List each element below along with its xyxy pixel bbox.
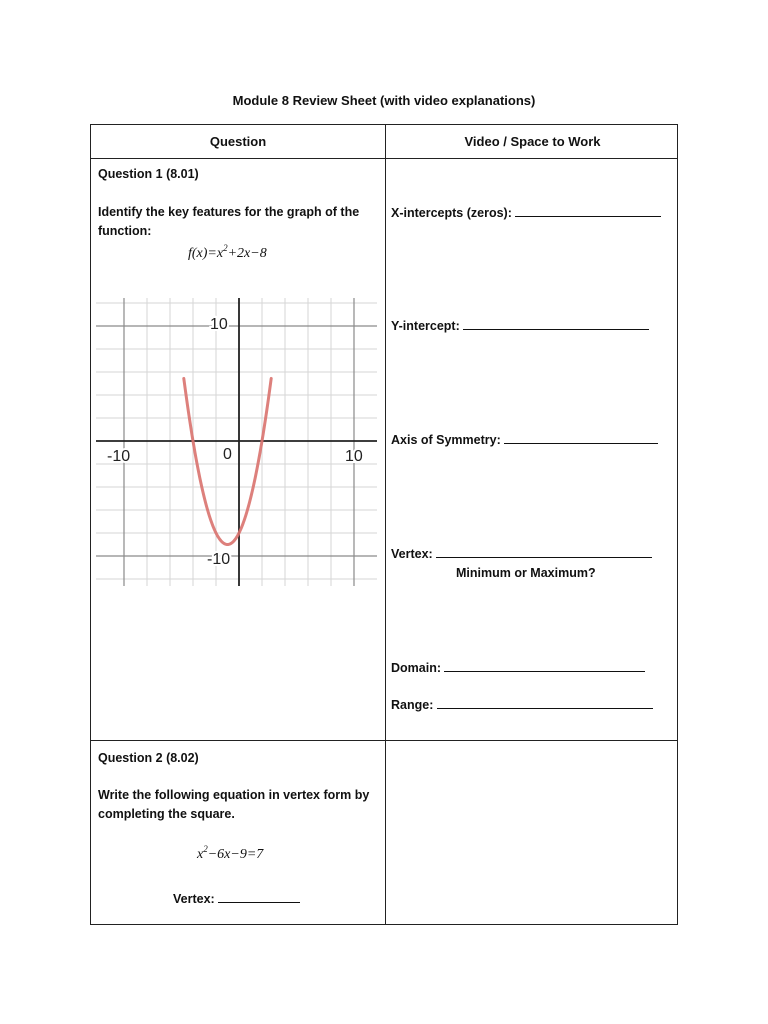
header-work: Video / Space to Work (464, 134, 601, 149)
y-intercept-field[interactable] (391, 317, 649, 336)
tick-label-y-neg10: -10 (207, 551, 231, 568)
domain-field[interactable] (391, 659, 645, 678)
vertex-blank[interactable] (436, 545, 652, 558)
axis-symmetry-field[interactable] (391, 431, 658, 450)
min-or-max-label: Minimum or Maximum? (456, 566, 596, 580)
x-intercepts-blank[interactable] (515, 204, 661, 217)
vertex-field[interactable] (391, 545, 652, 564)
x-intercepts-field[interactable] (391, 204, 661, 223)
x-intercepts-label: X-intercepts (zeros): (391, 206, 512, 220)
range-label: Range: (391, 698, 434, 712)
axis-symmetry-label: Axis of Symmetry: (391, 433, 501, 447)
document-title: Module 8 Review Sheet (with video explanations) (232, 93, 536, 108)
parabola-graph (96, 298, 377, 586)
header-divider (91, 158, 677, 159)
question2-vertex-blank[interactable] (218, 890, 300, 903)
question2-equation: $x^2-6x-9=7$ (197, 844, 264, 862)
tick-label-y-10: 10 (210, 316, 228, 333)
question2-heading: Question 2 (8.02) (98, 751, 199, 765)
domain-label: Domain: (391, 661, 441, 675)
question2-prompt: Write the following equation in vertex form by completing the square. (98, 788, 370, 821)
graph-canvas (96, 298, 377, 586)
y-intercept-blank[interactable] (463, 317, 649, 330)
domain-blank[interactable] (444, 659, 645, 672)
question2-vertex-label: Vertex: (173, 892, 215, 906)
tick-label-x-10: 10 (345, 448, 363, 465)
question1-function: $f(x)=x^2+2x-8$ (188, 243, 267, 261)
row-divider (91, 740, 677, 741)
tick-label-origin: 0 (223, 446, 232, 463)
question1-prompt: Identify the key features for the graph of the function: (98, 205, 360, 238)
range-blank[interactable] (437, 696, 653, 709)
axis-symmetry-blank[interactable] (504, 431, 658, 444)
y-intercept-label: Y-intercept: (391, 319, 460, 333)
question2-vertex-field[interactable] (173, 890, 300, 909)
range-field[interactable] (391, 696, 653, 715)
tick-label-x-neg10: -10 (107, 448, 131, 465)
column-divider (385, 125, 386, 924)
header-question: Question (209, 134, 267, 149)
question1-heading: Question 1 (8.01) (98, 167, 199, 181)
vertex-label: Vertex: (391, 547, 433, 561)
